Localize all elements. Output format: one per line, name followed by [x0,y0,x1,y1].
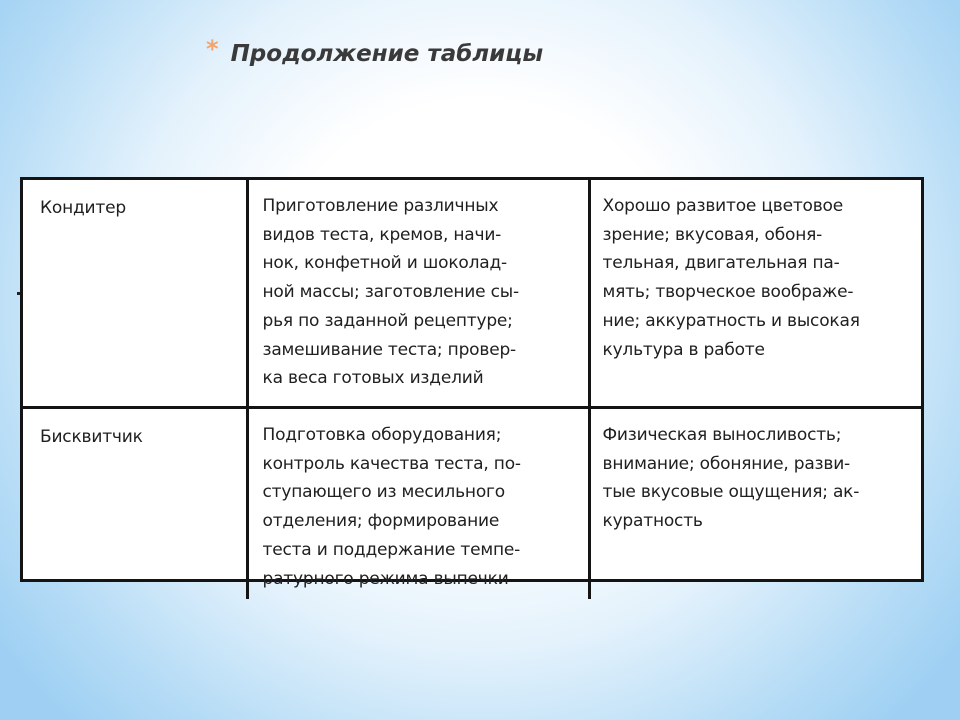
qualities-line: Физическая выносливость; [602,425,842,445]
title-asterisk-icon: * [206,35,219,63]
qualities-cell [589,180,921,408]
duties-line: Подготовка оборудования; [262,425,502,445]
title-text: Продолжение таблицы [230,41,544,67]
professions-table [23,180,921,599]
duties-line: нок, конфетной и шоколад- [262,253,507,274]
duties-cell [247,180,589,408]
profession-name: Бисквитчик [40,427,143,447]
duties-line: отделения; формирование [262,511,500,532]
duties-line: Приготовление различных [262,196,499,216]
qualities-cell [589,408,921,600]
duties-line: ратурного режима выпечки [262,568,509,589]
table-row [23,408,921,600]
duties-line: замешивание теста; провер- [262,339,516,360]
professions-table-image [20,177,924,589]
profession-cell [23,180,247,408]
qualities-line: Хорошо развитое цветовое [602,196,844,216]
table-row [23,180,921,408]
qualities-line: ние; аккуратность и высокая [602,310,860,331]
duties-line: ной массы; заготовление сы- [262,282,519,303]
qualities-line: зрение; вкусовая, обоня- [602,224,823,245]
qualities-line: мять; творческое воображе- [602,282,854,303]
profession-cell [23,408,247,600]
qualities-line: тельная, двигательная па- [602,253,840,274]
duties-line: рья по заданной рецептуре; [262,310,513,331]
duties-line: контроль качества теста, по- [262,453,521,474]
slide-title [206,34,543,74]
qualities-line: куратность [602,511,703,532]
duties-line: ка веса готовых изделий [262,368,484,389]
profession-name: Кондитер [40,198,126,218]
duties-line: ступающего из месильного [262,482,505,503]
duties-cell [247,408,589,600]
qualities-line: культура в работе [602,339,765,360]
duties-line: теста и поддержание темпе- [262,539,521,560]
qualities-line: внимание; обоняние, разви- [602,453,850,474]
duties-line: видов теста, кремов, начи- [262,224,502,245]
qualities-line: тые вкусовые ощущения; ак- [602,482,860,503]
